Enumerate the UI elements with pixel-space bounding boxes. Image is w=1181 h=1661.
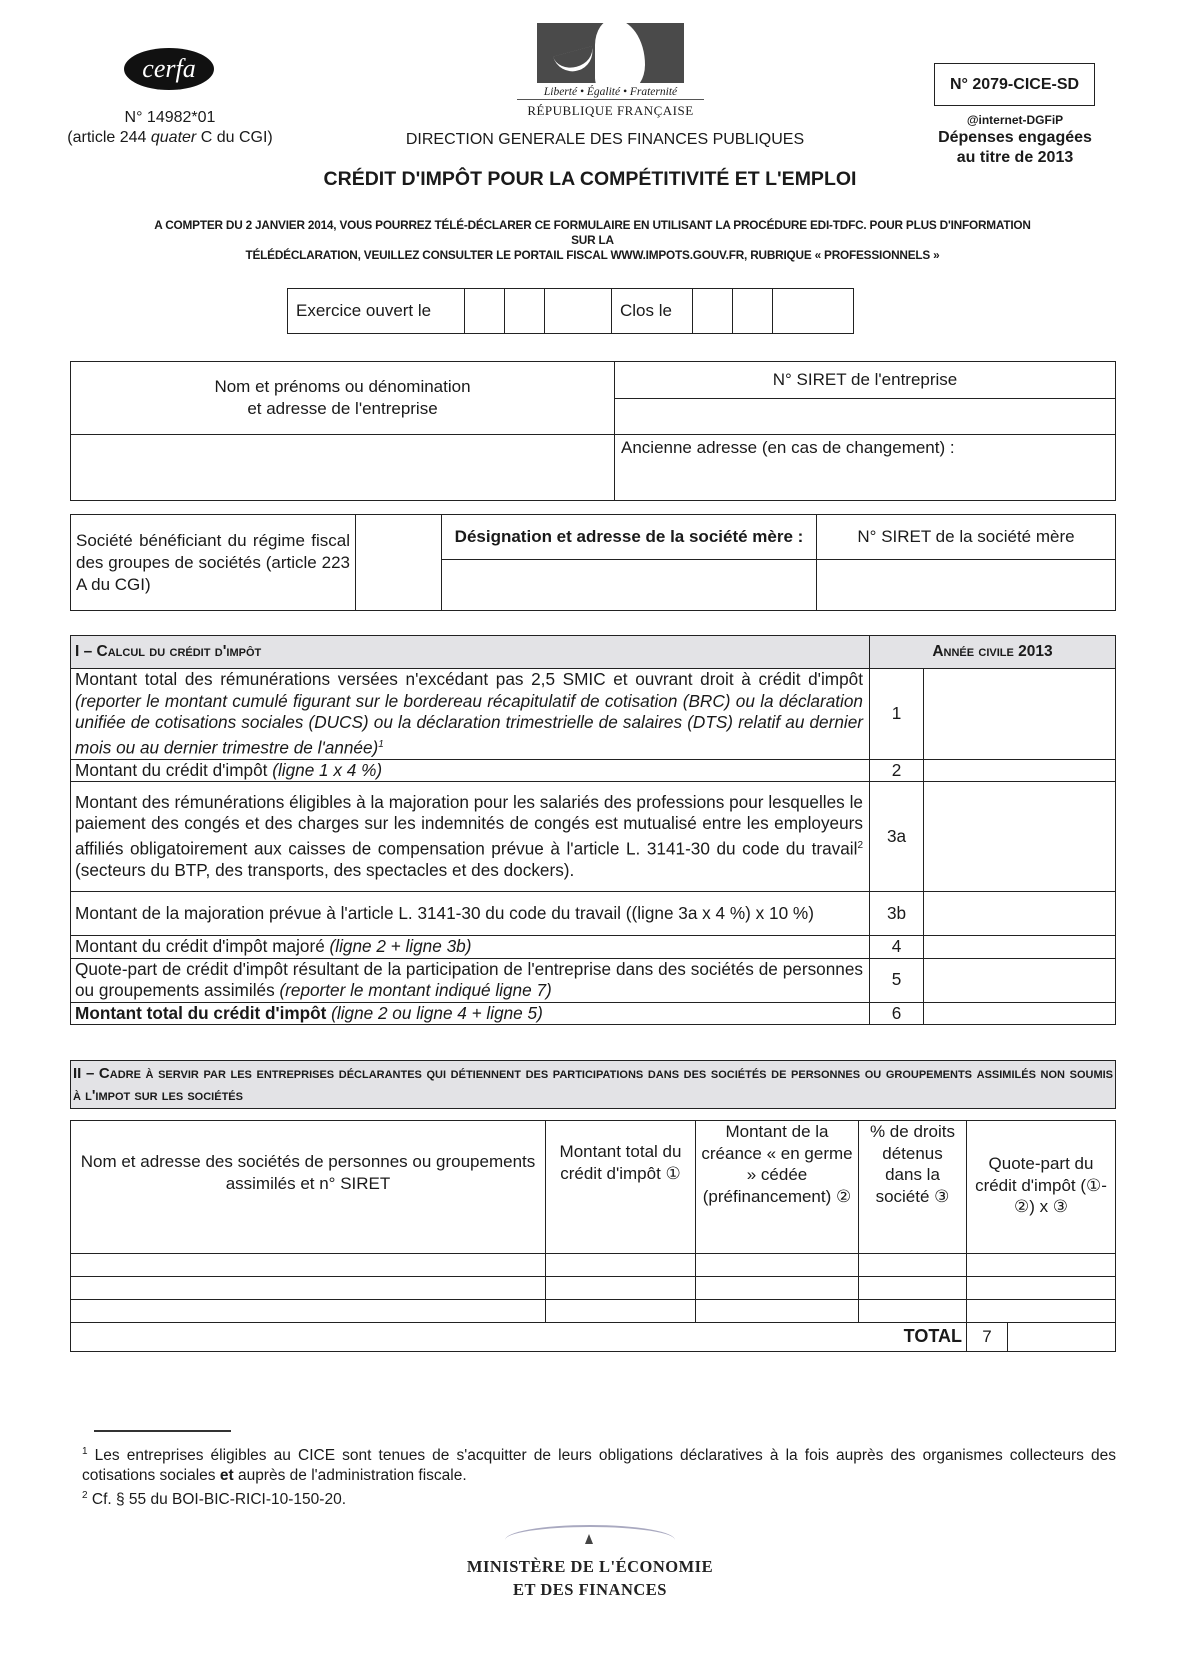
row1-line-number: 1 xyxy=(870,669,924,760)
table-row xyxy=(71,1254,1116,1277)
row-creance-field[interactable] xyxy=(696,1277,859,1300)
clos-label: Clos le xyxy=(612,289,693,334)
row-montant-field[interactable] xyxy=(546,1300,696,1323)
row-quote-part-field[interactable] xyxy=(967,1254,1116,1277)
row2-value-field[interactable] xyxy=(924,759,1116,782)
row4-value-field[interactable] xyxy=(924,936,1116,959)
article-suffix: C du CGI) xyxy=(196,129,273,146)
row2-label xyxy=(71,759,870,782)
footnote-separator xyxy=(94,1430,231,1432)
table-row xyxy=(71,669,1116,760)
col-creance: Montant de la créance « en germe » cédée (préfinancement) ② xyxy=(696,1121,859,1254)
row-nom-field[interactable] xyxy=(71,1254,546,1277)
notice-line3: TÉLÉDÉCLARATION, VEUILLEZ CONSULTER LE PORTAIL FISCAL WWW.IMPOTS.GOUV.FR, RUBRIQUE « PROFESSIONNELS » xyxy=(245,248,940,262)
footnote-1-text-b: auprès de l'administration fiscale. xyxy=(233,1467,467,1485)
ministry-line2: ET DES FINANCES xyxy=(513,1580,667,1599)
row2-italic: (ligne 1 x 4 %) xyxy=(272,759,383,780)
clos-day[interactable] xyxy=(693,289,733,334)
section2-table xyxy=(70,1120,1116,1352)
regime-groupe-checkbox[interactable] xyxy=(356,515,442,611)
table-row xyxy=(71,936,1116,959)
row-creance-field[interactable] xyxy=(696,1254,859,1277)
total-label: TOTAL xyxy=(859,1323,967,1352)
row3a-text-after: (secteurs du BTP, des transports, des spectacles et des dockers). xyxy=(75,860,575,881)
table-row xyxy=(71,1002,1116,1025)
section1-year-header: Année civile 2013 xyxy=(870,636,1116,669)
section1-title: I – Calcul du crédit d'impôt xyxy=(71,636,870,669)
row-montant-field[interactable] xyxy=(546,1277,696,1300)
row6-line-number: 6 xyxy=(870,1002,924,1025)
exercice-ouvert-label: Exercice ouvert le xyxy=(288,289,465,334)
row6-label xyxy=(71,1002,870,1025)
table-row xyxy=(71,958,1116,1002)
row-quote-part-field[interactable] xyxy=(967,1300,1116,1323)
total-line-number: 7 xyxy=(967,1323,1008,1351)
row1-label xyxy=(71,669,870,760)
republique-francaise: RÉPUBLIQUE FRANÇAISE xyxy=(527,103,694,118)
clos-month[interactable] xyxy=(733,289,773,334)
total-cell xyxy=(967,1323,1116,1352)
page-title: CRÉDIT D'IMPÔT POUR LA COMPÉTITIVITÉ ET L'EMPLOI xyxy=(323,168,857,190)
row6-value-field[interactable] xyxy=(924,1002,1116,1025)
row-nom-field[interactable] xyxy=(71,1300,546,1323)
name-label-cell xyxy=(71,362,615,435)
row-pct-field[interactable] xyxy=(859,1254,967,1277)
designation-label: Désignation et adresse de la société mère : xyxy=(442,515,817,560)
row1-italic: (reporter le montant cumulé figurant sur le bordereau récapitulatif de cotisation (BRC) ou la déclaration unifiée de cotisations sociales (DUCS) ou la déclaration trimestrielle de salaires (DTS) relatif au dernier mois ou au dernier trimestre de l'année) xyxy=(75,690,863,758)
name-label-line2: et adresse de l'entreprise xyxy=(247,399,438,418)
row6-italic: (ligne 2 ou ligne 4 + ligne 5) xyxy=(331,1002,543,1023)
teledeclaration-notice xyxy=(65,218,1120,263)
article-reference xyxy=(60,128,280,148)
ancienne-adresse-cell[interactable] xyxy=(615,435,1116,501)
table-row xyxy=(71,1277,1116,1300)
clos-year[interactable] xyxy=(773,289,854,334)
section2-title: II – Cadre à servir par les entreprises déclarantes qui détiennent des participations dans des sociétés de personnes ou groupements assimilés non soumis à l'impot sur les sociétés xyxy=(70,1060,1116,1109)
siret-field[interactable] xyxy=(615,399,1116,435)
row3b-value-field[interactable] xyxy=(924,892,1116,936)
form-number: N° 2079-CICE-SD xyxy=(949,75,1080,93)
row-pct-field[interactable] xyxy=(859,1277,967,1300)
table-row xyxy=(71,759,1116,782)
row-nom-field[interactable] xyxy=(71,1277,546,1300)
row2-text: Montant du crédit d'impôt xyxy=(75,759,273,780)
footnote-1-bold: et xyxy=(219,1467,234,1485)
table-row xyxy=(71,782,1116,892)
row1-footnote-ref: 1 xyxy=(378,738,384,750)
exercice-ouvert-day[interactable] xyxy=(465,289,505,334)
siret-mere-label: N° SIRET de la société mère xyxy=(817,515,1116,560)
internet-dgfip: @internet-DGFiP xyxy=(966,113,1064,127)
exercice-ouvert-year[interactable] xyxy=(545,289,612,334)
row2-line-number: 2 xyxy=(870,759,924,782)
ministry-line1: MINISTÈRE DE L'ÉCONOMIE xyxy=(466,1557,714,1576)
depenses-block xyxy=(900,128,1130,168)
row4-line-number: 4 xyxy=(870,936,924,959)
row4-italic: (ligne 2 + ligne 3b) xyxy=(329,936,472,957)
depenses-line2: au titre de 2013 xyxy=(956,149,1074,166)
notice-line1: A COMPTER DU 2 JANVIER 2014, VOUS POURREZ TÉLÉ-DÉCLARER CE FORMULAIRE EN UTILISANT LA PROCÉDURE EDI-TDFC. POUR PLUS D'INFORMATION xyxy=(154,218,1031,232)
direction-name: DIRECTION GENERALE DES FINANCES PUBLIQUES xyxy=(405,131,805,148)
row5-label xyxy=(71,958,870,1002)
marianne-logo-icon xyxy=(537,23,684,83)
row-pct-field[interactable] xyxy=(859,1300,967,1323)
row3b-label: Montant de la majoration prévue à l'article L. 3141-30 du code du travail ((ligne 3a x 4 %) x 10 %) xyxy=(71,892,870,936)
exercice-ouvert-month[interactable] xyxy=(505,289,545,334)
ministry-name xyxy=(430,1555,750,1601)
cerfa-number: N° 14982*01 xyxy=(124,109,216,126)
name-address-field[interactable] xyxy=(71,435,615,501)
col-montant-total: Montant total du crédit d'impôt ① xyxy=(546,1121,696,1254)
depenses-line1: Dépenses engagées xyxy=(938,129,1092,146)
siret-mere-field[interactable] xyxy=(817,559,1116,610)
section1-table xyxy=(70,635,1116,1025)
row6-bold: Montant total du crédit d'impôt xyxy=(75,1002,332,1023)
row-montant-field[interactable] xyxy=(546,1254,696,1277)
cerfa-number-block xyxy=(60,108,280,148)
ancienne-adresse-label: Ancienne adresse (en cas de changement) : xyxy=(621,438,955,457)
col-nom-adresse: Nom et adresse des sociétés de personnes ou groupements assimilés et n° SIRET xyxy=(71,1121,546,1254)
form-number-box xyxy=(934,63,1095,106)
designation-field[interactable] xyxy=(442,559,817,610)
row3a-footnote-ref: 2 xyxy=(857,839,863,851)
row5-italic: (reporter le montant indiqué ligne 7) xyxy=(279,980,552,1001)
row-quote-part-field[interactable] xyxy=(967,1277,1116,1300)
group-table xyxy=(70,514,1116,611)
footnote-2-number: 2 xyxy=(82,1490,88,1502)
siret-label: N° SIRET de l'entreprise xyxy=(615,362,1116,399)
total-row xyxy=(71,1323,1116,1352)
row-creance-field[interactable] xyxy=(696,1300,859,1323)
row1-text: Montant total des rémunérations versées n'excédant pas 2,5 SMIC et ouvrant droit à crédit d'impôt xyxy=(75,669,863,689)
footnote-1-number: 1 xyxy=(82,1446,88,1457)
ministry-tower-icon xyxy=(585,1534,593,1544)
identity-table xyxy=(70,361,1116,501)
article-italic: quater xyxy=(150,129,197,146)
col-pct-droits: % de droits détenus dans la société ③ xyxy=(859,1121,967,1254)
exercice-dates-table xyxy=(287,288,854,334)
footnote-1-text-a: Les entreprises éligibles au CICE sont tenues de s'acquitter de leurs obligations déclaratives à la fois auprès des organismes collecteurs des cotisations sociales xyxy=(82,1447,1116,1485)
notice-line2: SUR LA xyxy=(571,233,614,247)
row5-text: Quote-part de crédit d'impôt résultant de la participation de l'entreprise dans des sociétés de personnes ou groupements assimilés xyxy=(75,958,863,1001)
table-row xyxy=(71,1300,1116,1323)
cerfa-logo xyxy=(124,48,214,90)
row1-value-field[interactable] xyxy=(924,669,1116,760)
total-value-field[interactable] xyxy=(1008,1323,1115,1351)
section2-header-row xyxy=(71,1121,1116,1254)
row5-line-number: 5 xyxy=(870,958,924,1002)
row3a-line-number: 3a xyxy=(870,782,924,892)
table-row xyxy=(71,892,1116,936)
row3a-value-field[interactable] xyxy=(924,782,1116,892)
footnote-2-text: Cf. § 55 du BOI-BIC-RICI-10-150-20. xyxy=(87,1491,346,1509)
footnote-1 xyxy=(82,1442,1116,1486)
regime-groupe-label: Société bénéficiant du régime fiscal des groupes de sociétés (article 223 A du CGI) xyxy=(71,515,356,611)
republic-motto: Liberté • Égalité • Fraternité xyxy=(517,86,704,100)
article-prefix: (article 244 xyxy=(67,129,151,146)
footnotes xyxy=(82,1442,1116,1510)
name-label-line1: Nom et prénoms ou dénomination xyxy=(214,377,471,396)
row3a-label xyxy=(71,782,870,892)
row3a-text: Montant des rémunérations éligibles à la majoration pour les salariés des professions pour lesquelles le paiement des congés et des charges sur les indemnités de congés est mutualisé entre les employeurs affiliés obligatoirement aux caisses de compensation prévue à l'article L. 3141-30 du code du travail xyxy=(75,791,863,859)
col-quote-part: Quote-part du crédit d'impôt (①-②) x ③ xyxy=(967,1121,1116,1254)
row5-value-field[interactable] xyxy=(924,958,1116,1002)
row4-text: Montant du crédit d'impôt majoré xyxy=(75,936,330,957)
row3b-line-number: 3b xyxy=(870,892,924,936)
cerfa-logo-text: cerfa xyxy=(142,54,196,83)
footnote-2 xyxy=(82,1486,1116,1510)
row4-label xyxy=(71,936,870,959)
